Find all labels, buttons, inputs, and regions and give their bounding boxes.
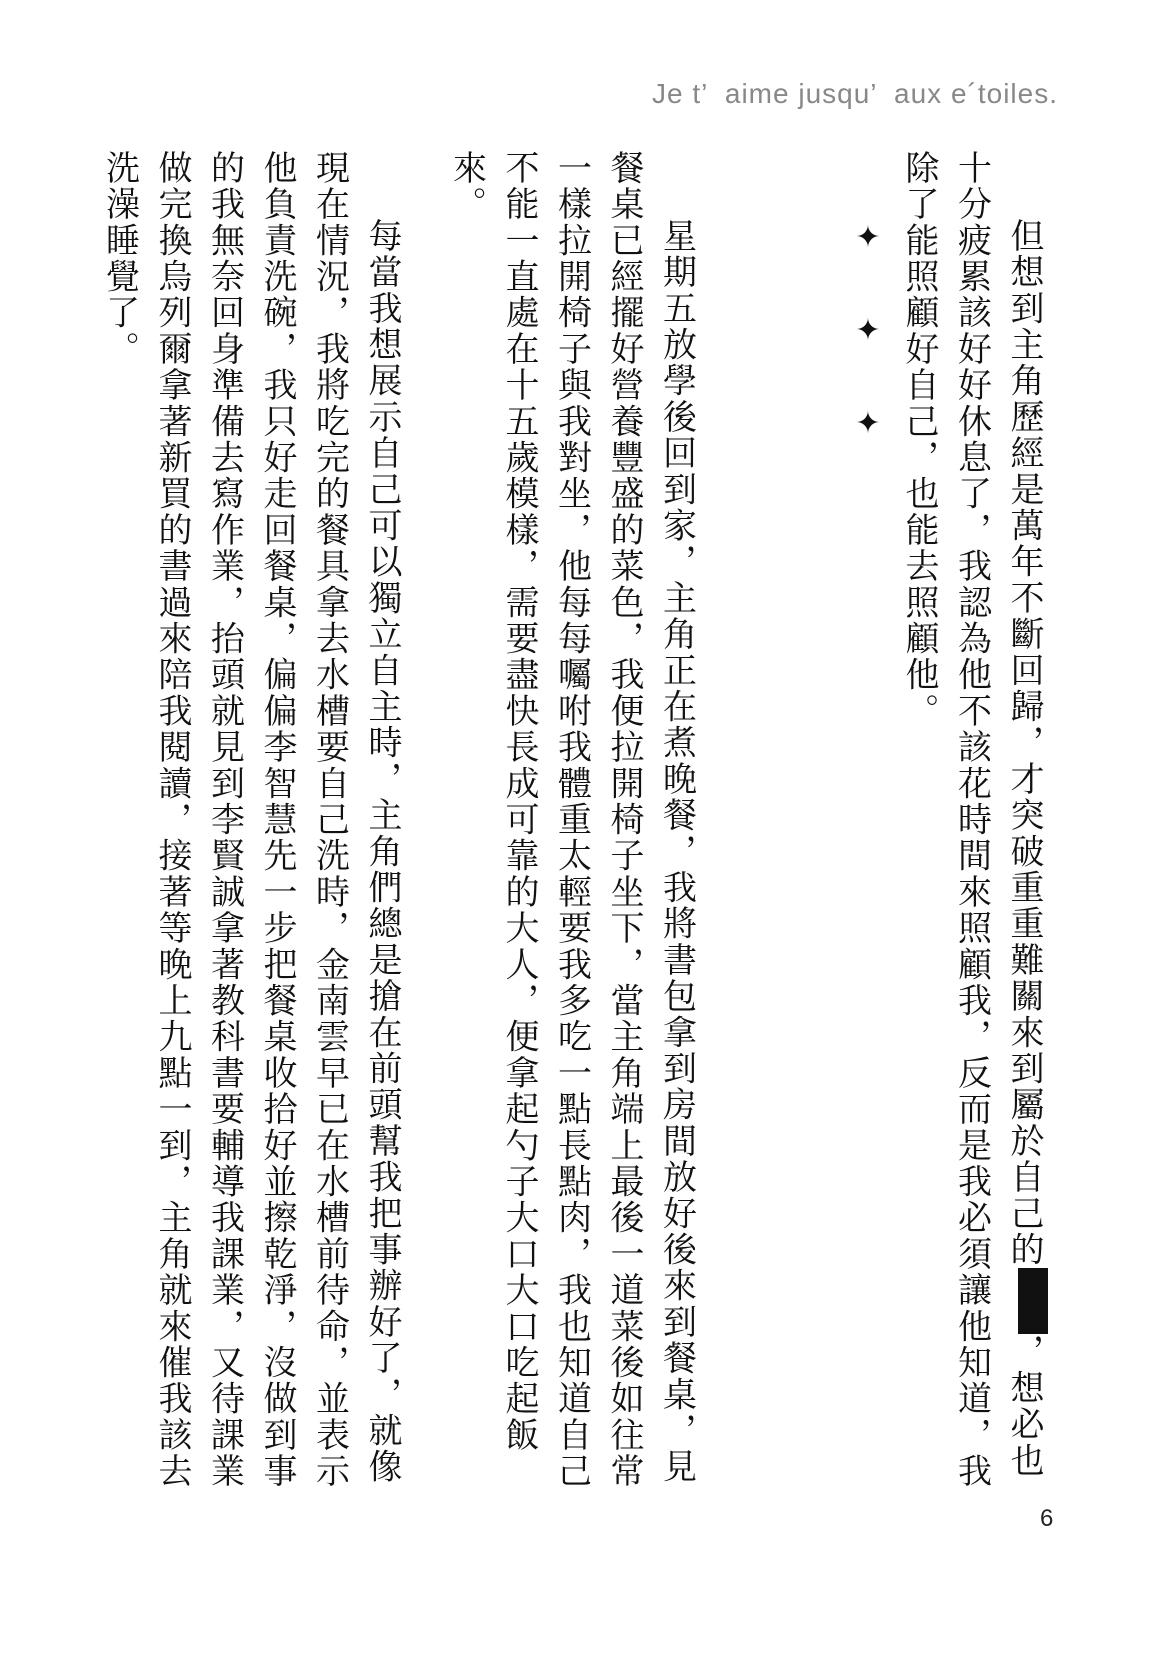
censored-block: [1018, 1268, 1048, 1334]
paragraph-1-text-start: 但想到主角歷經是萬年不斷回歸，才突破重重難關來到屬於自己的: [1004, 218, 1044, 1268]
section-separator: [703, 150, 893, 1490]
paragraph-1: [893, 150, 1051, 1490]
paragraph-3: 每當我想展示自己可以獨立自主時，主角們總是搶在前頭幫我把事辦好了，就像現在情況，我將吃完的餐具拿去水槽要自己洗時，金南雲早已在水槽前待命，並表示他負責洗碗，我只好走回餐桌，偏偏李智慧先一步把餐桌收拾好並擦乾淨，沒做到事的我無奈回身準備去寫作業，抬頭就見到李賢誠拿著教科書要輔導我課業，又待課業做完換烏列爾拿著新買的書過來陪我閱讀，接著等晚上九點一到，主角就來催我該去洗澡睡覺了。: [99, 150, 402, 1490]
vertical-body-text: [99, 150, 1050, 1490]
separator-stars: ✦✦✦: [850, 220, 886, 499]
paragraph-gap: [408, 150, 440, 1490]
running-header: Je t’ aime jusqu’ aux e´toiles.: [652, 78, 1058, 109]
paragraph-1-text-end: ，想必也十分疲累該好好休息了，我認為他不該花時間來照顧我，反而是我必須讓他知道，我除了能照顧好自己，也能去照顧他。: [899, 150, 1044, 1490]
paragraph-2: 星期五放學後回到家，主角正在煮晚餐，我將書包拿到房間放好後來到餐桌，見餐桌已經擺好營養豐盛的菜色，我便拉開椅子坐下，當主角端上最後一道菜後如往常一樣拉開椅子與我對坐，他每每囑咐我體重太輕要我多吃一點長點肉，我也知道自己不能一直處在十五歲模樣，需要盡快長成可靠的大人，便拿起勺子大口大口吃起飯來。: [446, 150, 697, 1490]
page-number: 6: [1040, 1505, 1054, 1532]
